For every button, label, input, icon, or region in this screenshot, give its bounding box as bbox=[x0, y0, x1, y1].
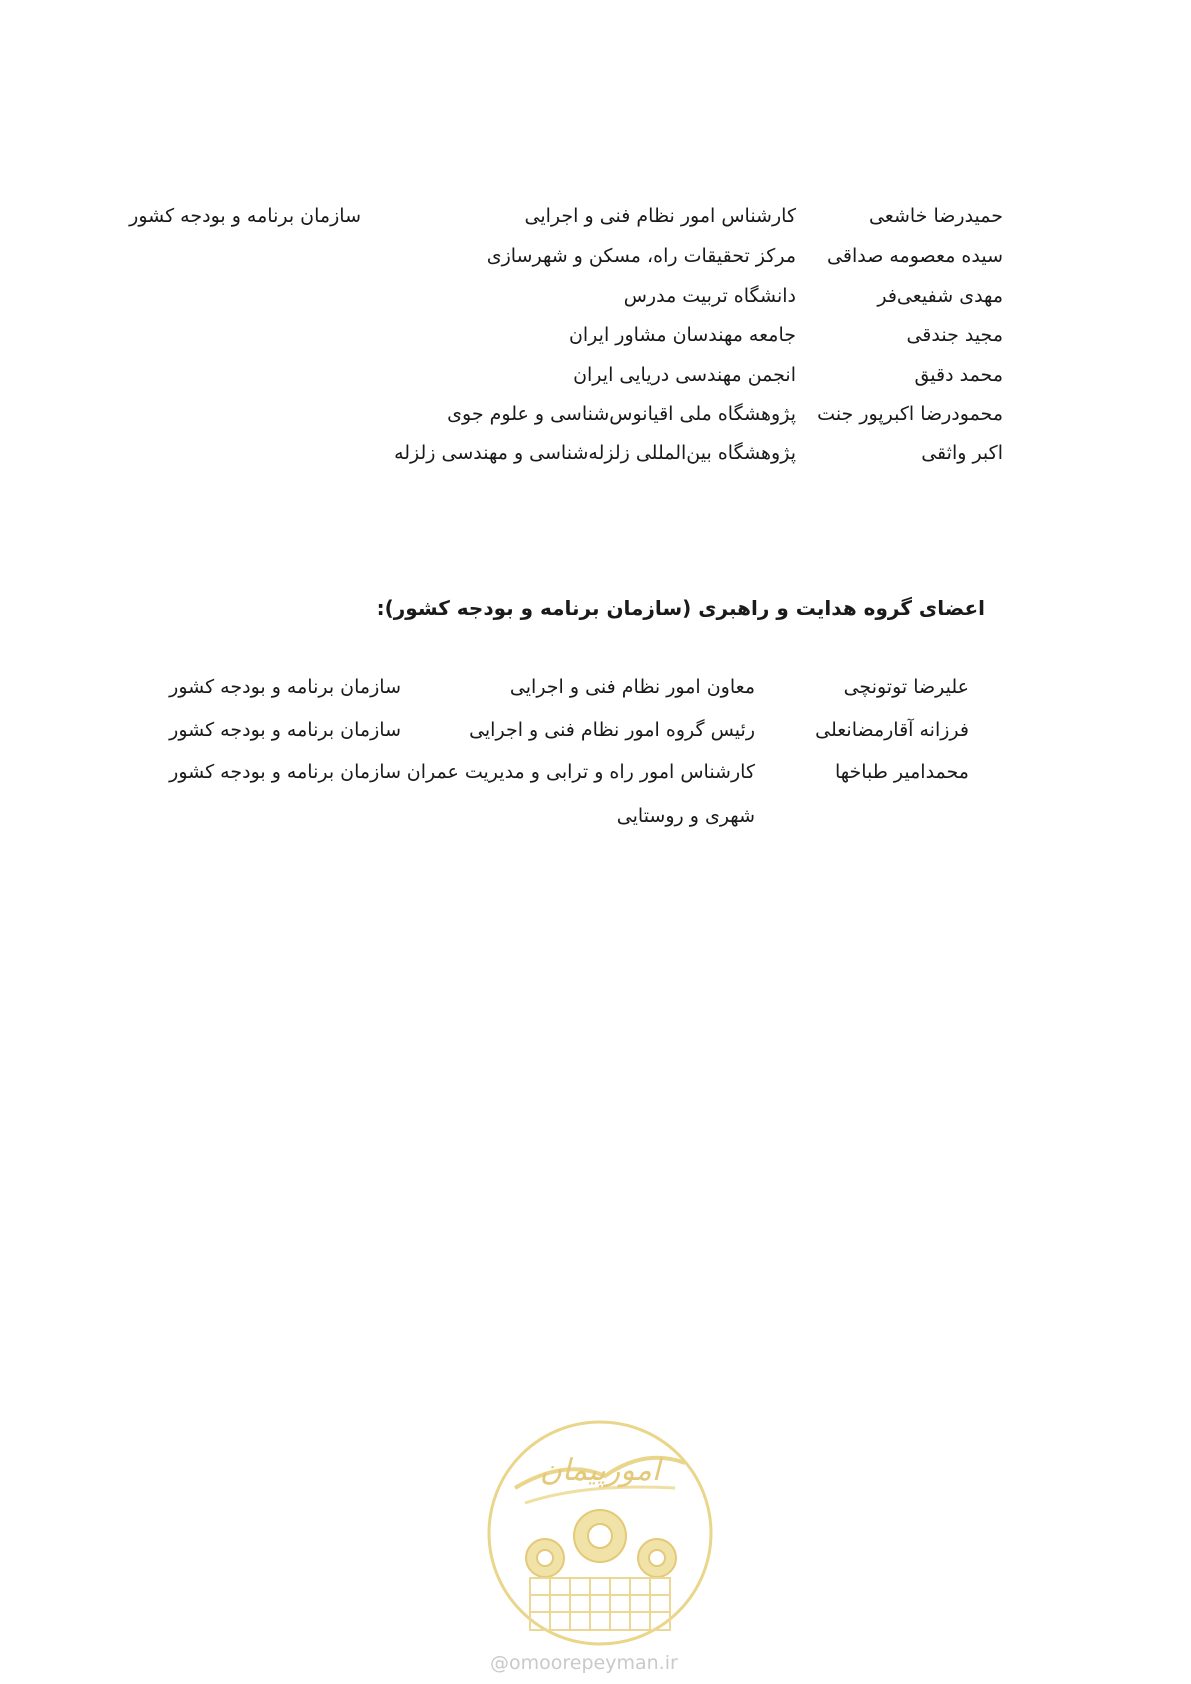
member-name: مجید جندقی bbox=[906, 324, 1003, 346]
guidance-member-name: فرزانه آقارمضانعلی bbox=[815, 719, 969, 741]
guidance-member-name: محمدامیر طباخها bbox=[834, 761, 969, 783]
member-role: پژوهشگاه ملی اقیانوس‌شناسی و علوم جوی bbox=[447, 403, 796, 425]
member-role: پژوهشگاه بین‌المللی زلزله‌شناسی و مهندسی زلزله bbox=[394, 442, 796, 464]
member-name: اکبر واثقی bbox=[921, 442, 1003, 464]
member-org: سازمان برنامه و بودجه کشور bbox=[129, 205, 361, 227]
member-role: جامعه مهندسان مشاور ایران bbox=[568, 324, 796, 346]
member-role: مرکز تحقیقات راه، مسکن و شهرسازی bbox=[486, 245, 796, 267]
guidance-member-name: علیرضا توتونچی bbox=[843, 676, 969, 698]
section-heading: اعضای گروه هدایت و راهبری (سازمان برنامه و بودجه کشور): bbox=[376, 596, 985, 620]
guidance-member-org: سازمان برنامه و بودجه کشور bbox=[169, 761, 401, 783]
guidance-member-org: سازمان برنامه و بودجه کشور bbox=[169, 676, 401, 698]
member-role: دانشگاه تربیت مدرس bbox=[623, 285, 796, 307]
guidance-member-role-continued: شهری و روستایی bbox=[616, 805, 755, 827]
watermark-logo bbox=[485, 1418, 715, 1648]
watermark-site-text: @omoorepeyman.ir bbox=[490, 1652, 678, 1674]
guidance-member-role: رئیس گروه امور نظام فنی و اجرایی bbox=[469, 719, 755, 741]
member-name: محمد دقیق bbox=[914, 364, 1003, 386]
member-role: کارشناس امور نظام فنی و اجرایی bbox=[524, 205, 796, 227]
member-name: حمیدرضا خاشعی bbox=[868, 205, 1003, 227]
guidance-member-role: کارشناس امور راه و ترابی و مدیریت عمران bbox=[406, 761, 755, 783]
guidance-member-org: سازمان برنامه و بودجه کشور bbox=[169, 719, 401, 741]
watermark-logo-text: امورپیمان bbox=[539, 1453, 661, 1488]
member-name: سیده معصومه صداقی bbox=[827, 245, 1003, 267]
member-name: مهدی شفیعی‌فر bbox=[877, 285, 1003, 307]
member-name: محمودرضا اکبرپور جنت bbox=[817, 403, 1003, 425]
member-role: انجمن مهندسی دریایی ایران bbox=[573, 364, 796, 386]
guidance-member-role: معاون امور نظام فنی و اجرایی bbox=[509, 676, 755, 698]
